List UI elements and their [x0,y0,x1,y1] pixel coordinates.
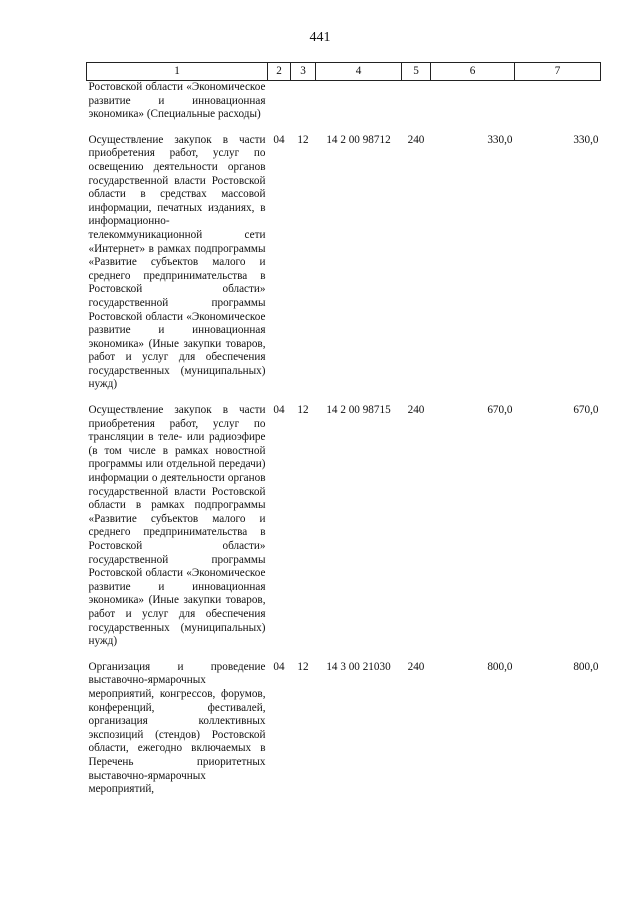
target-article-code: 14 3 00 21030 [326,660,391,673]
amount-year-1: 670,0 [487,404,513,417]
page-number: 441 [309,30,331,45]
target-article-code: 14 2 00 98712 [326,133,391,146]
amount-year-1: 330,0 [487,133,513,146]
amount-year-1: 800,0 [487,660,513,673]
expense-type-code: 240 [407,133,425,146]
target-article-code [316,81,402,134]
table-header-row [87,63,601,81]
amount-year-2: 670,0 [573,404,599,417]
column-header: 2 [268,63,291,81]
column-header: 4 [316,63,402,81]
row-description: Организация и проведение выставочно-ярмарочных мероприятий, конгрессов, форумов, конференций, фестивалей, организация коллективных экспозиций (стендов) Ростовской области, ежегодно включаемых в Перечень приоритетных выставочно-ярмарочных мероприятий, [88,660,266,796]
section-code: 04 [273,133,285,146]
amount-year-2: 330,0 [573,133,599,146]
table-row [87,661,601,809]
section-code: 04 [273,404,285,417]
expense-type-code [402,81,431,134]
row-description: Ростовской области «Экономическое развитие и инновационная экономика» (Специальные расходы) [88,81,266,121]
amount-year-2: 800,0 [573,660,599,673]
subsection-code: 12 [297,404,309,417]
expense-type-code: 240 [407,404,425,417]
target-article-code: 14 2 00 98715 [326,404,391,417]
column-header: 3 [291,63,316,81]
expense-type-code: 240 [407,660,425,673]
section-code: 04 [273,660,285,673]
column-header: 1 [87,63,268,81]
row-description: Осуществление закупок в части приобретения работ, услуг по освещению деятельности органов государственной власти Ростовской области в средствах массовой информации, печатных изданиях, в информационно-телекоммуникационной сети «Интернет» в рамках подпрограммы «Развитие субъектов малого и среднего предпринимательства в Ростовской области» государственной программы Ростовской области «Экономическое развитие и инновационная экономика» (Иные закупки товаров, работ и услуг для обеспечения государственных (муниципальных) нужд) [88,133,266,391]
budget-table [86,62,601,809]
subsection-code [291,81,316,134]
column-header: 7 [515,63,601,81]
table-row [87,81,601,134]
subsection-code: 12 [297,133,309,146]
section-code [268,81,291,134]
column-header: 6 [431,63,515,81]
column-header: 5 [402,63,431,81]
subsection-code: 12 [297,660,309,673]
amount-year-1 [431,81,515,134]
table-row [87,404,601,661]
amount-year-2 [515,81,601,134]
row-description: Осуществление закупок в части приобретения работ, услуг по трансляции в теле- или радиоэфире (в том числе в рамках новостной программы или отдельной передачи) информации о деятельности органов государственной власти Ростовской области в рамках подпрограммы «Развитие субъектов малого и среднего предпринимательства в Ростовской области» государственной программы Ростовской области «Экономическое развитие и инновационная экономика» (Иные закупки товаров, работ и услуг для обеспечения государственных (муниципальных) нужд) [88,404,266,648]
table-row [87,134,601,404]
